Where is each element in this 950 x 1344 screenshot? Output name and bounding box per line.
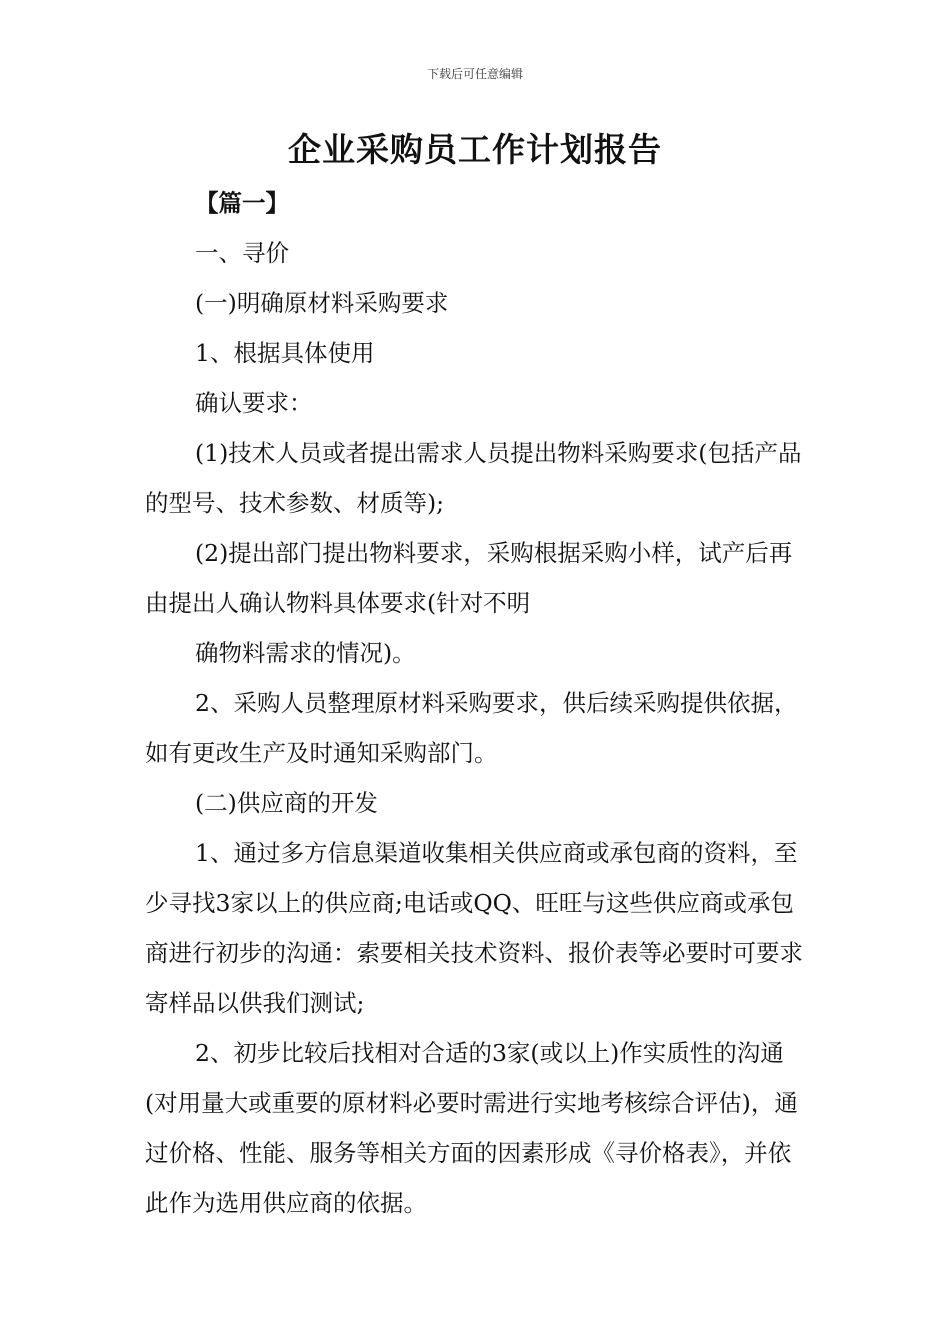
item-1-collect-suppliers: 1、通过多方信息渠道收集相关供应商或承包商的资料，至少寻找3家以上的供应商;电话或QQ、旺旺与这些供应商或承包商进行初步的沟通：索要相关技术资料、报价表等必要时可要求寄样品以供我们测试;	[145, 839, 803, 1017]
document-title: 企业采购员工作计划报告	[288, 130, 662, 169]
item-technical-request: (1)技术人员或者提出需求人员提出物料采购要求(包括产品的型号、技术参数、材质等);	[145, 439, 802, 517]
item-department-request: (2)提出部门提出物料要求，采购根据采购小样，试产后再由提出人确认物料具体要求(针对不明	[145, 539, 793, 617]
item-confirm-requirements: 确认要求：	[195, 389, 313, 417]
heading-inquiry: 一、寻价	[195, 239, 289, 267]
item-2-organize-requirements: 2、采购人员整理原材料采购要求，供后续采购提供依据，如有更改生产及时通知采购部门。	[145, 689, 798, 767]
section-mark: 【篇一】	[195, 189, 289, 217]
item-2-compare-suppliers: 2、初步比较后找相对合适的3家(或以上)作实质性的沟通(对用量大或重要的原材料必要时需进行实地考核综合评估)，通过价格、性能、服务等相关方面的因素形成《寻价格表》，并依此作为选用供应商的依据。	[145, 1039, 798, 1217]
subheading-supplier-development: (二)供应商的开发	[195, 789, 378, 817]
page-header-note: 下载后可任意编辑	[426, 67, 523, 81]
item-1-usage: 1、根据具体使用	[195, 339, 375, 367]
document-body	[145, 178, 810, 1228]
item-department-request-continued: 确物料需求的情况)。	[195, 639, 416, 667]
subheading-requirements: (一)明确原材料采购要求	[195, 289, 449, 317]
